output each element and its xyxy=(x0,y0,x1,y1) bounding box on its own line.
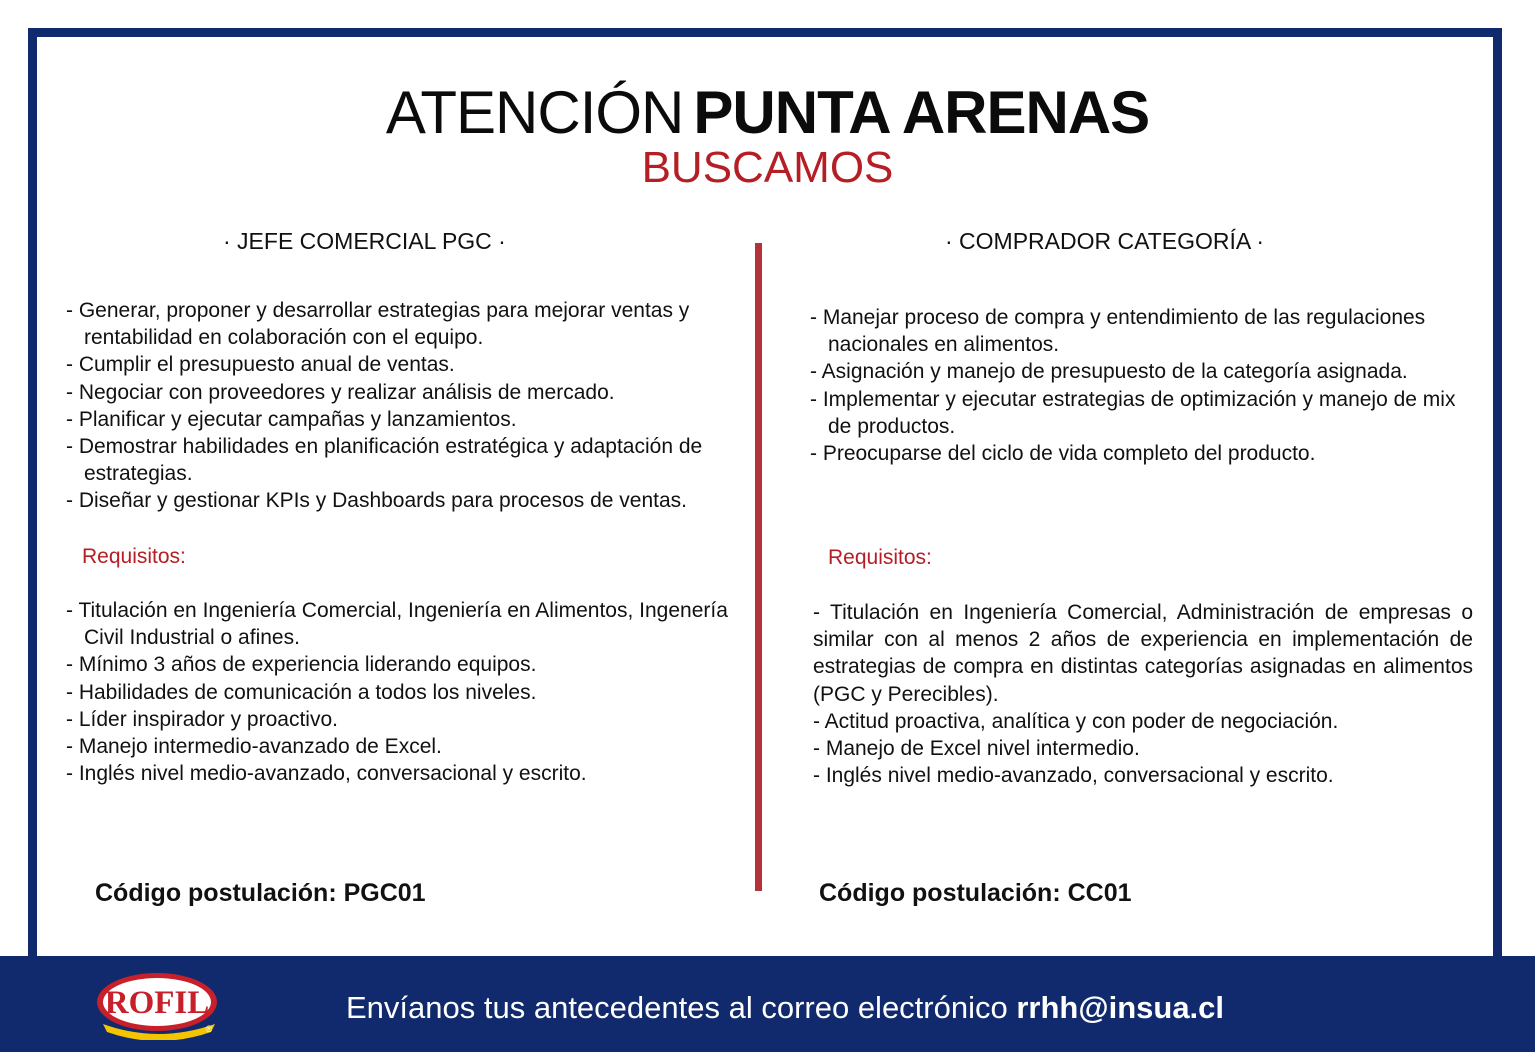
list-item: - Manejo de Excel nivel intermedio. xyxy=(813,737,1140,761)
right-duties-list xyxy=(810,304,1470,467)
list-item: - Negociar con proveedores y realizar análisis de mercado. xyxy=(66,380,615,404)
list-item: - Demostrar habilidades en planificación estratégica y adaptación de estrategias. xyxy=(66,435,703,486)
list-item: - Manejo intermedio-avanzado de Excel. xyxy=(66,735,442,759)
page-subtitle: BUSCAMOS xyxy=(641,143,894,192)
right-requirements-label: Requisitos: xyxy=(828,546,932,569)
footer-text: Envíanos tus antecedentes al correo electrónico xyxy=(346,990,1008,1025)
right-application-code: Código postulación: CC01 xyxy=(819,879,1132,907)
list-item: - Preocuparse del ciclo de vida completo del producto. xyxy=(810,442,1316,466)
list-item: - Asignación y manejo de presupuesto de la categoría asignada. xyxy=(810,360,1408,384)
left-requirements-label: Requisitos: xyxy=(82,545,186,568)
left-duties-list xyxy=(66,297,754,515)
title-location: PUNTA ARENAS xyxy=(693,79,1150,146)
list-item: - Planificar y ejecutar campañas y lanzamientos. xyxy=(66,407,517,431)
right-requirements-paragraph: - Titulación en Ingeniería Comercial, Administración de empresas o similar con al menos 2 años de experiencia en implementación de estrategias de compra en distintas categorías asignadas en alimentos (PGC y Perecibles). xyxy=(813,601,1473,706)
logo-text: ROFIL xyxy=(104,985,210,1021)
list-item: - Inglés nivel medio-avanzado, conversacional y escrito. xyxy=(813,764,1334,788)
list-item: - Habilidades de comunicación a todos los niveles. xyxy=(66,680,537,704)
list-item: - Manejar proceso de compra y entendimiento de las regulaciones nacionales en alimentos. xyxy=(810,306,1426,357)
right-job-title: · COMPRADOR CATEGORÍA · xyxy=(945,228,1265,254)
list-item: - Mínimo 3 años de experiencia liderando equipos. xyxy=(66,653,537,677)
page-title xyxy=(0,78,1535,148)
list-item: - Inglés nivel medio-avanzado, conversacional y escrito. xyxy=(66,762,587,786)
logo-registered-mark: ® xyxy=(205,1024,213,1034)
list-item: - Generar, proponer y desarrollar estrategias para mejorar ventas y rentabilidad en colaboración con el equipo. xyxy=(66,299,690,350)
list-item: - Titulación en Ingeniería Comercial, Ingeniería en Alimentos, Ingenería Civil Industrial o afines. xyxy=(66,599,728,650)
list-item: - Implementar y ejecutar estrategias de optimización y manejo de mix de productos. xyxy=(810,387,1456,438)
list-item: - Líder inspirador y proactivo. xyxy=(66,707,338,731)
footer-contact xyxy=(346,988,1224,1028)
email-link[interactable]: rrhh@insua.cl xyxy=(1016,990,1225,1025)
rofil-logo xyxy=(93,966,223,1040)
right-requirements-list xyxy=(813,708,1473,790)
left-application-code: Código postulación: PGC01 xyxy=(95,879,426,907)
list-item: - Actitud proactiva, analítica y con poder de negociación. xyxy=(813,710,1339,733)
list-item: - Diseñar y gestionar KPIs y Dashboards para procesos de ventas. xyxy=(66,489,687,513)
title-light: ATENCIÓN xyxy=(385,79,684,146)
left-job-title: · JEFE COMERCIAL PGC · xyxy=(223,228,506,254)
list-item: - Cumplir el presupuesto anual de ventas. xyxy=(66,353,455,377)
left-requirements-list xyxy=(66,597,754,787)
column-divider xyxy=(755,243,762,891)
